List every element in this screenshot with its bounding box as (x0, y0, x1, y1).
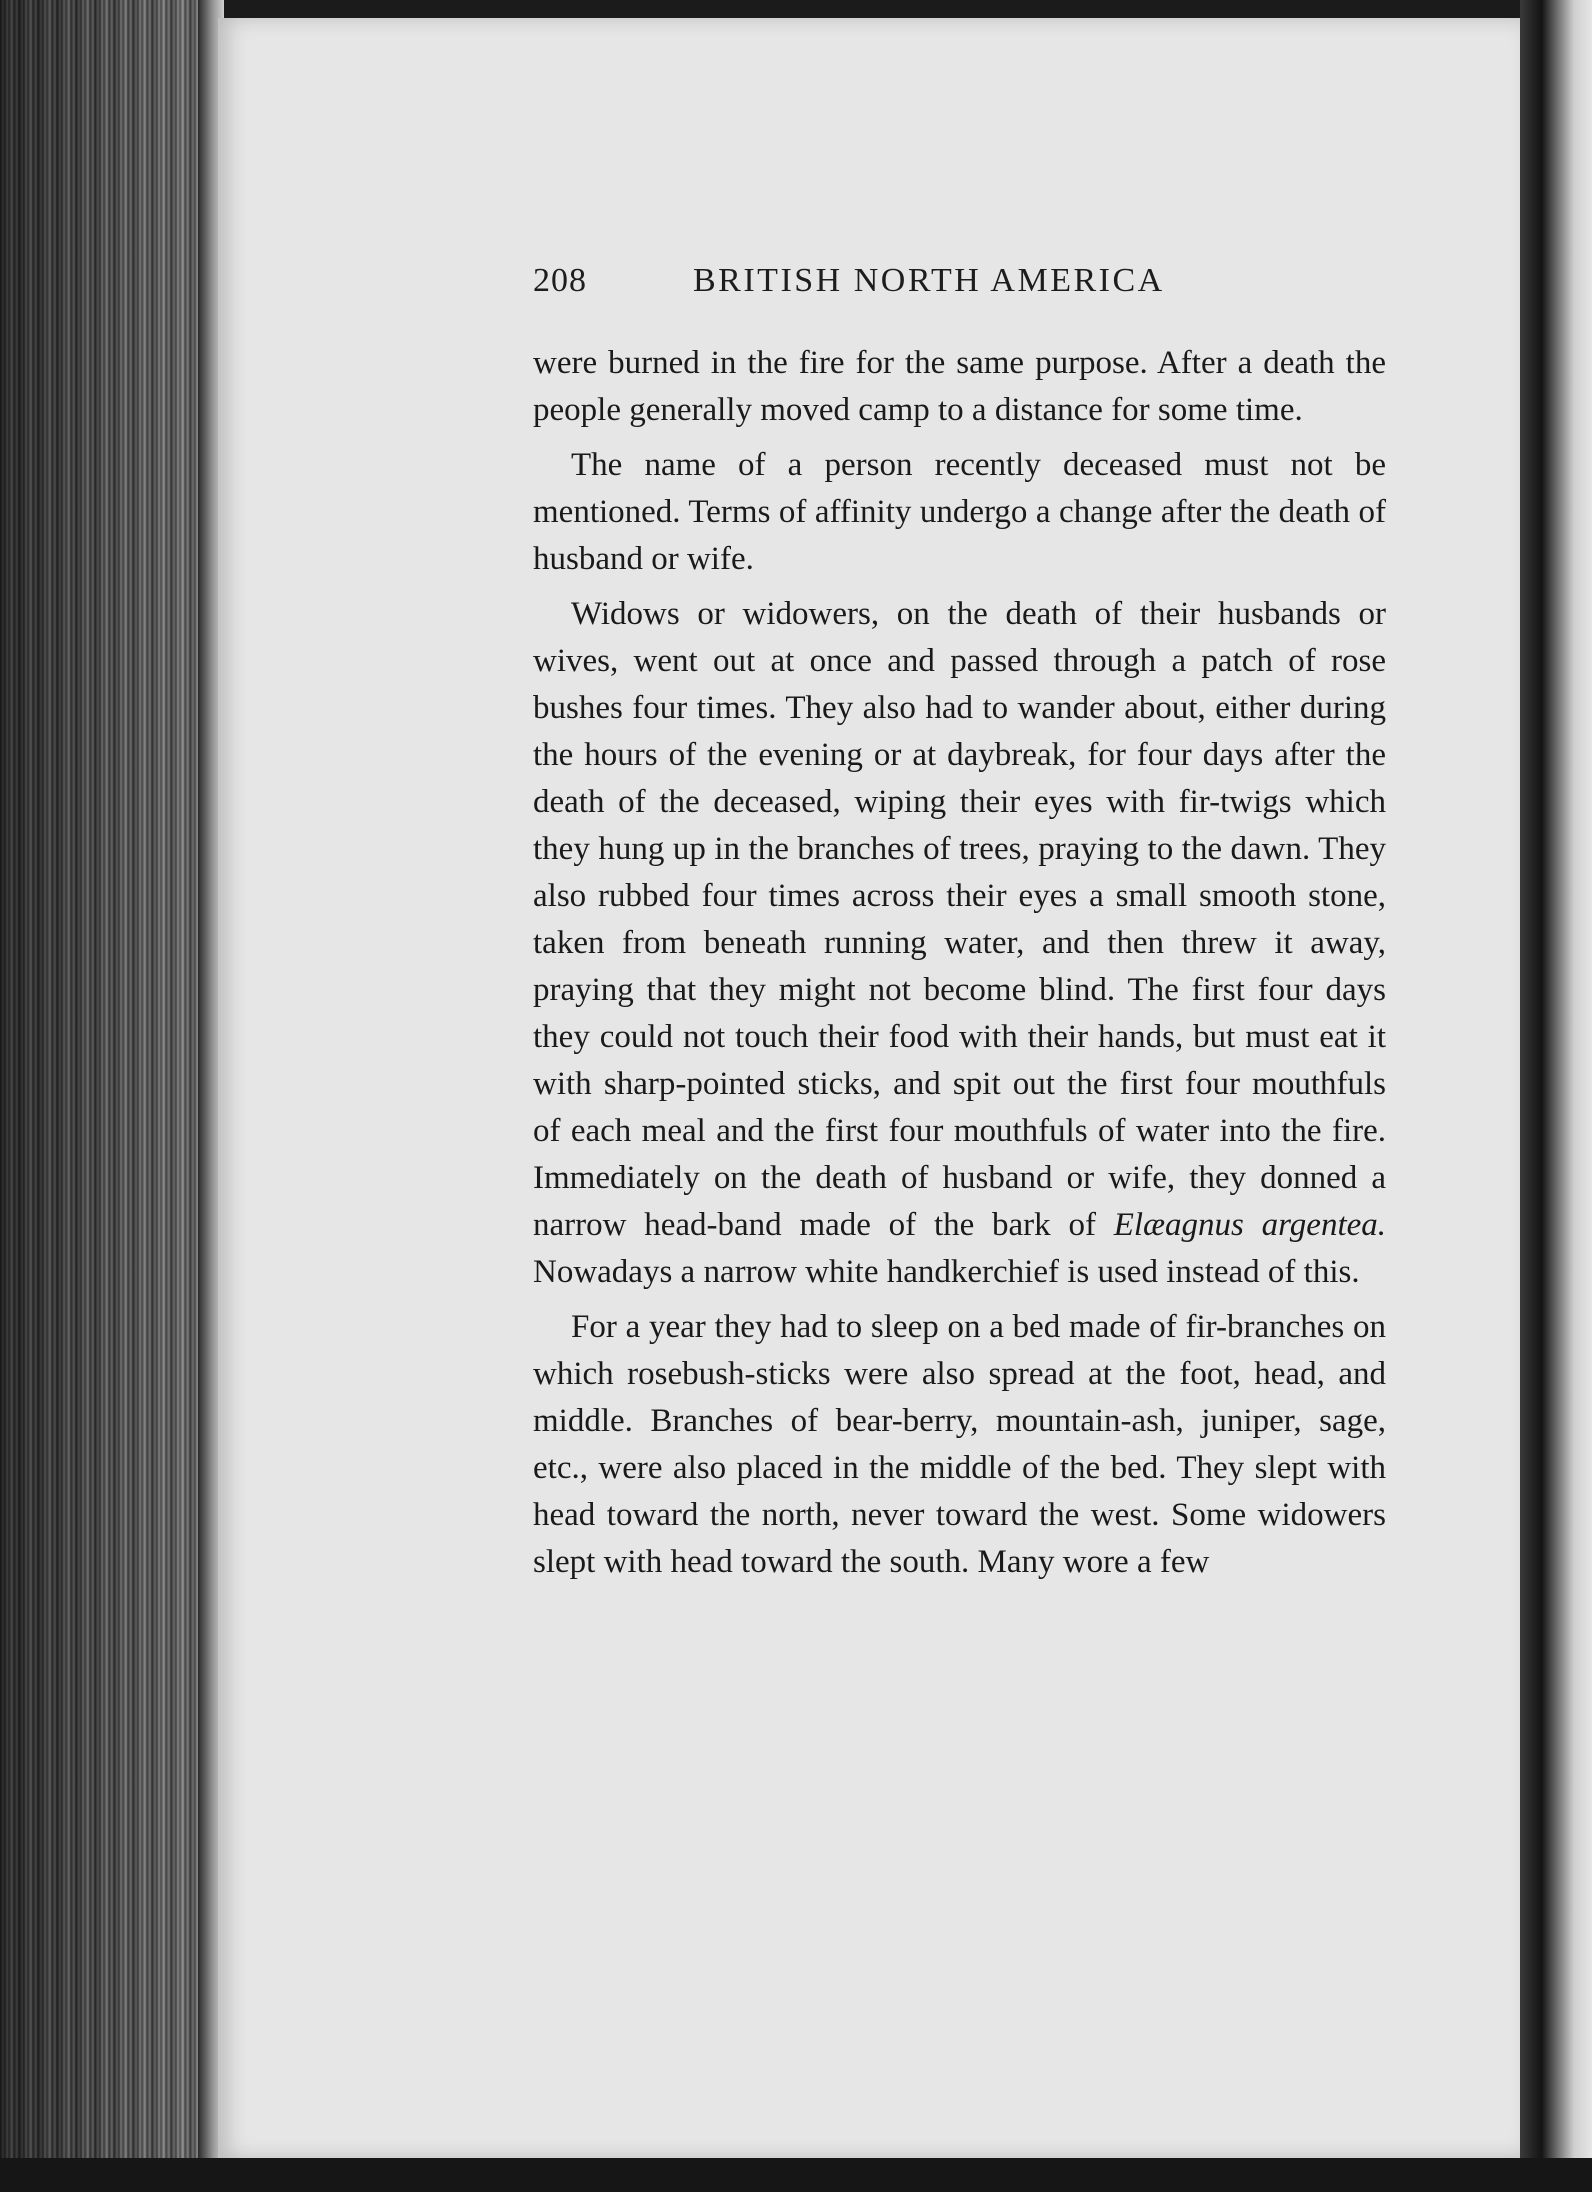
paragraph-3 (533, 591, 1386, 1296)
scan-top-border (0, 0, 1592, 18)
paragraph-3-text: Widows or widowers, on the death of their husbands or wives, went out at once and passed through a patch of rose bushes four times. They also had to wander about, either during the hours of the evening or at daybreak, for four days after the death of the deceased, wiping their eyes with fir-twigs which they hung up in the branches of trees, praying to the dawn. They also rubbed four times across their eyes a small smooth stone, taken from beneath running water, and then threw it away, praying that they might not become blind. The first four days they could not touch their food with their hands, but must eat it with sharp-pointed sticks, and spit out the first four mouthfuls of each meal and the first four mouthfuls of water into the fire. Immediately on the death of husband or wife, they donned a narrow head-band made of the bark of (533, 596, 1386, 1243)
paragraph-2 (533, 442, 1386, 583)
paragraph-1-text: were burned in the fire for the same purpose. After a death the people generally moved camp to a distance for some time. (533, 345, 1386, 428)
page-number: 208 (533, 262, 587, 299)
paragraph-4-text: For a year they had to sleep on a bed made of fir-branches on which rosebush-sticks were also spread at the foot, head, and middle. Branches of bear-berry, mountain-ash, juniper, sage, etc., were also placed in the middle of the bed. They slept with head toward the north, never toward the west. Some widowers slept with head toward the south. Many wore a few (533, 1309, 1386, 1580)
book-right-edge (1520, 0, 1592, 2192)
book-page-edges (0, 0, 215, 2192)
paragraph-4 (533, 1304, 1386, 1586)
paragraph-2-text: The name of a person recently deceased must not be mentioned. Terms of affinity undergo a change after the death of husband or wife. (533, 447, 1386, 577)
species-name-italic: Elæagnus argentea. (1113, 1207, 1387, 1243)
paragraph-1 (533, 340, 1386, 434)
body-text (533, 340, 1386, 1586)
running-head (533, 262, 1233, 312)
scan-bottom-border (0, 2158, 1592, 2192)
paragraph-3-text-after: Nowadays a narrow white handkerchief is used instead of this. (533, 1254, 1360, 1290)
running-title: BRITISH NORTH AMERICA (693, 262, 1165, 299)
